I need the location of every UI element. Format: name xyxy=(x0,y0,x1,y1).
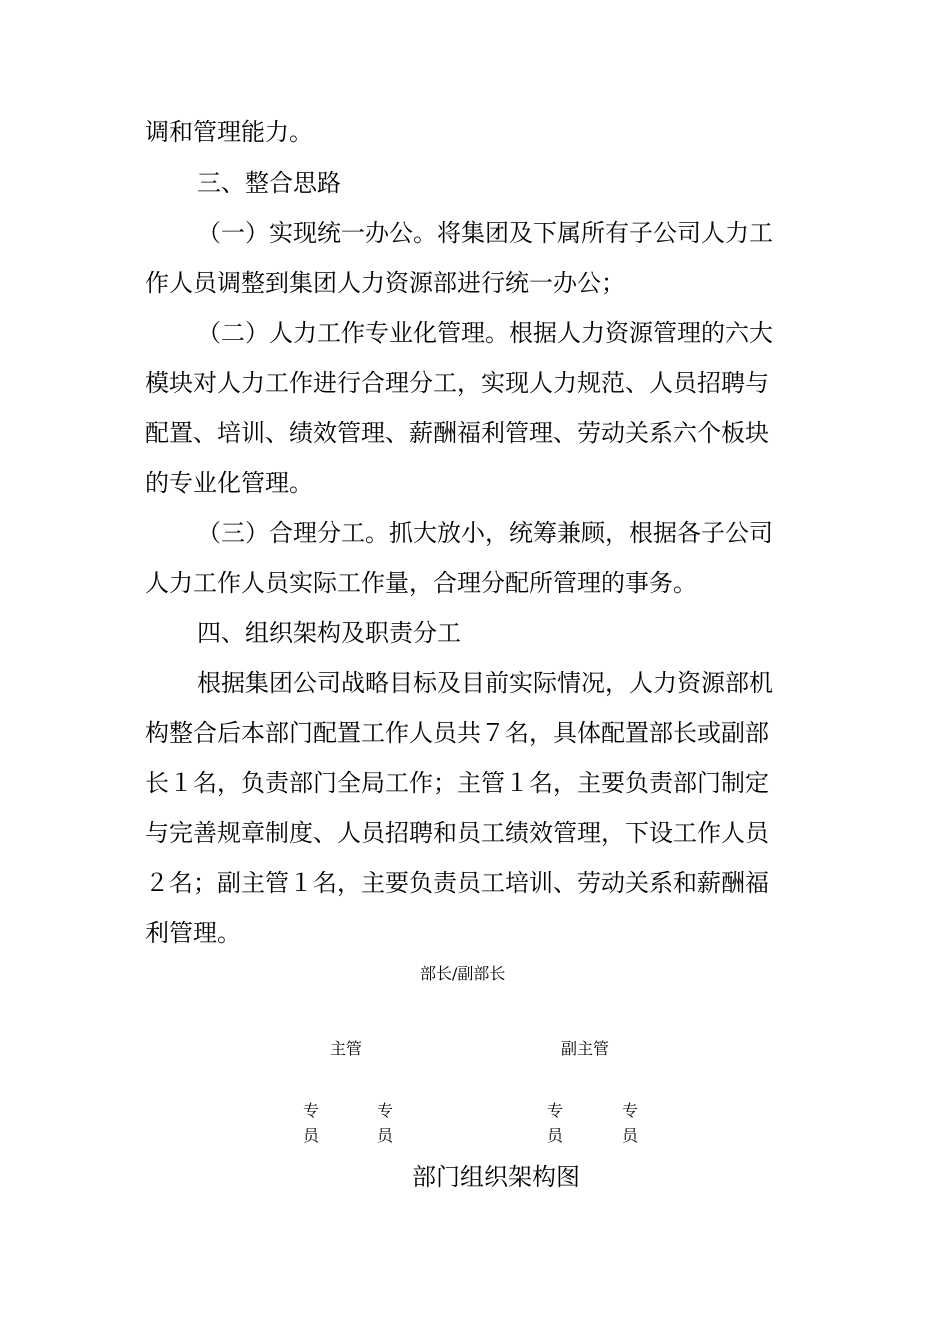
org-node-deputy-manager: 副主管 xyxy=(561,1039,610,1058)
org-node-staff-char: 员 xyxy=(547,1126,564,1145)
paragraph-line: 配置、培训、绩效管理、薪酬福利管理、劳动关系六个板块 xyxy=(145,419,769,447)
paragraph-line: 构整合后本部门配置工作人员共７名，具体配置部长或副部 xyxy=(145,719,769,747)
org-node-staff-char: 专 xyxy=(547,1101,564,1120)
section-heading-3: 三、整合思路 xyxy=(197,169,341,197)
paragraph-line: （二）人力工作专业化管理。根据人力资源管理的六大 xyxy=(197,319,773,347)
paragraph-line: 模块对人力工作进行合理分工，实现人力规范、人员招聘与 xyxy=(145,369,769,397)
paragraph-line: 人力工作人员实际工作量，合理分配所管理的事务。 xyxy=(145,569,697,597)
org-chart-caption: 部门组织架构图 xyxy=(412,1163,580,1191)
paragraph-line: 的专业化管理。 xyxy=(145,469,313,497)
org-node-manager: 主管 xyxy=(330,1039,363,1058)
paragraph-line: 根据集团公司战略目标及目前实际情况，人力资源部机 xyxy=(197,669,773,697)
paragraph-line: ２名；副主管１名，主要负责员工培训、劳动关系和薪酬福 xyxy=(145,869,769,897)
org-node-staff-char: 专 xyxy=(303,1101,320,1120)
org-node-head: 部长/副部长 xyxy=(420,964,506,983)
paragraph-line: 长１名，负责部门全局工作；主管１名，主要负责部门制定 xyxy=(145,769,769,797)
paragraph-line: （一）实现统一办公。将集团及下属所有子公司人力工 xyxy=(197,219,773,247)
paragraph-line: 利管理。 xyxy=(145,919,241,947)
org-node-staff-char: 专 xyxy=(377,1101,394,1120)
org-node-staff-char: 员 xyxy=(622,1126,639,1145)
paragraph-line: （三）合理分工。抓大放小，统筹兼顾，根据各子公司 xyxy=(197,519,773,547)
paragraph-line: 调和管理能力。 xyxy=(145,118,313,146)
org-node-staff-char: 员 xyxy=(303,1126,320,1145)
paragraph-line: 与完善规章制度、人员招聘和员工绩效管理，下设工作人员 xyxy=(145,819,769,847)
paragraph-line: 作人员调整到集团人力资源部进行统一办公； xyxy=(145,269,625,297)
org-node-staff-char: 专 xyxy=(622,1101,639,1120)
section-heading-4: 四、组织架构及职责分工 xyxy=(197,619,461,647)
org-node-staff-char: 员 xyxy=(377,1126,394,1145)
